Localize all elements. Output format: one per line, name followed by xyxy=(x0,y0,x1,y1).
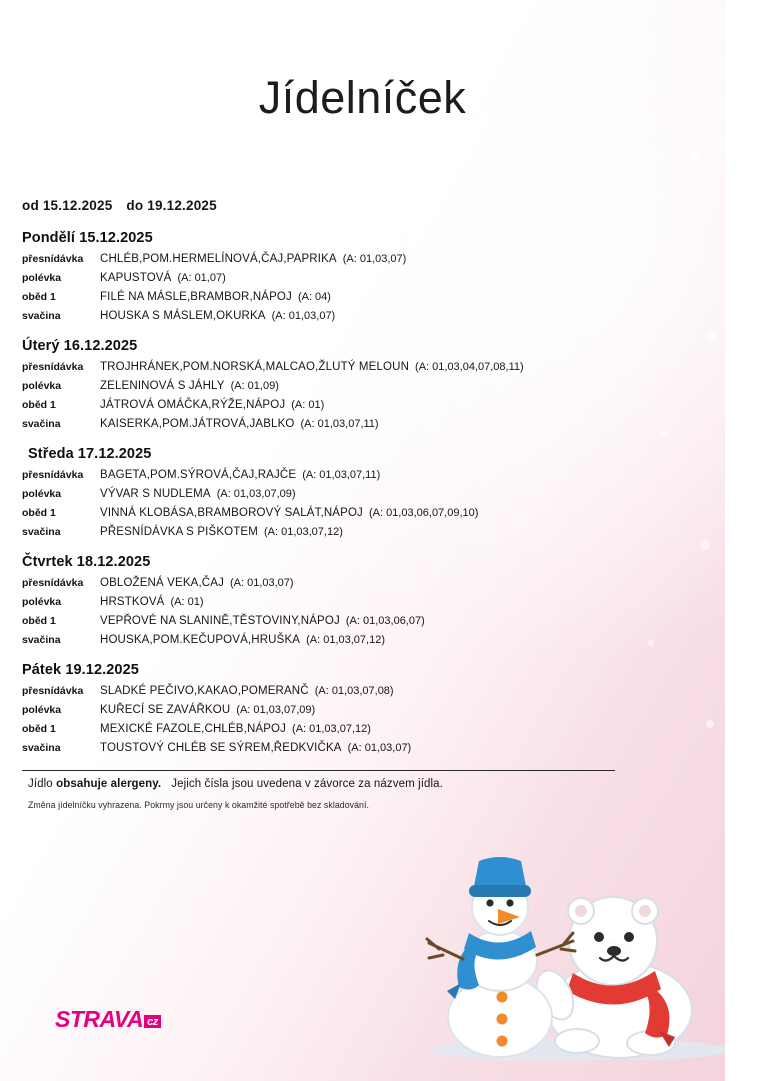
meal-description: KAPUSTOVÁ xyxy=(100,272,172,284)
meal-label: oběd 1 xyxy=(22,291,56,303)
menu-row xyxy=(22,270,682,287)
menu-row xyxy=(22,359,682,376)
meal-label: svačina xyxy=(22,742,61,754)
allergen-note-tail: Jejich čísla jsou uvedena v závorce za názvem jídla. xyxy=(171,778,443,790)
logo-suffix: cz xyxy=(144,1015,161,1028)
allergen-note-bold: obsahuje alergeny. xyxy=(56,778,162,790)
day-heading: Čtvrtek 18.12.2025 xyxy=(22,554,151,570)
meal-description: OBLOŽENÁ VEKA,ČAJ xyxy=(100,577,224,589)
meal-description: HRSTKOVÁ xyxy=(100,596,165,608)
allergen-codes: (A: 01,03,07) xyxy=(271,310,336,322)
allergen-codes: (A: 01,03,07,11) xyxy=(300,418,379,430)
menu-row xyxy=(22,289,682,306)
menu-row xyxy=(22,251,682,268)
allergen-codes: (A: 01,03,07,09) xyxy=(216,488,296,500)
meal-description: TOUSTOVÝ CHLÉB SE SÝREM,ŘEDKVIČKA xyxy=(100,742,342,754)
day-heading: Pátek 19.12.2025 xyxy=(22,662,139,678)
meal-label: přesnídávka xyxy=(22,361,84,373)
menu-row xyxy=(22,613,682,630)
meal-label: svačina xyxy=(22,310,61,322)
allergen-codes: (A: 01,03,07,09) xyxy=(236,704,316,716)
allergen-codes: (A: 01) xyxy=(170,596,204,608)
allergen-note-lead: Jídlo xyxy=(28,778,53,790)
date-range-from: od 15.12.2025 xyxy=(22,198,113,213)
meal-description: BAGETA,POM.SÝROVÁ,ČAJ,RAJČE xyxy=(100,469,297,481)
allergen-codes: (A: 01,03,07) xyxy=(342,253,407,265)
allergen-codes: (A: 01,03,07,12) xyxy=(292,723,371,735)
meal-description: HOUSKA,POM.KEČUPOVÁ,HRUŠKA xyxy=(100,634,301,646)
meal-description: KAISERKA,POM.JÁTROVÁ,JABLKO xyxy=(100,418,295,430)
menu-row xyxy=(22,378,682,395)
meal-description: VEPŘOVÉ NA SLANINĚ,TĚSTOVINY,NÁPOJ xyxy=(100,615,340,627)
bokeh-dot xyxy=(700,540,710,550)
bokeh-dot xyxy=(706,720,714,728)
menu-row xyxy=(22,467,682,484)
meal-label: oběd 1 xyxy=(22,723,56,735)
day-block xyxy=(22,446,682,541)
meal-label: oběd 1 xyxy=(22,399,56,411)
menu-row xyxy=(22,683,682,700)
meal-label: přesnídávka xyxy=(22,685,84,697)
allergen-codes: (A: 01,03,07,12) xyxy=(306,634,385,646)
bokeh-dot xyxy=(560,60,567,67)
meal-label: polévka xyxy=(22,704,62,716)
day-heading: Pondělí 15.12.2025 xyxy=(22,230,153,246)
day-block xyxy=(22,662,682,757)
date-range-to: do 19.12.2025 xyxy=(126,198,217,213)
meal-description: JÁTROVÁ OMÁČKA,RÝŽE,NÁPOJ xyxy=(100,399,286,411)
day-block xyxy=(22,338,682,433)
day-heading: Úterý 16.12.2025 xyxy=(22,338,138,354)
meal-label: svačina xyxy=(22,526,61,538)
menu-row xyxy=(22,524,682,541)
menu-row xyxy=(22,702,682,719)
meal-label: svačina xyxy=(22,418,61,430)
menu-row xyxy=(22,308,682,325)
allergen-codes: (A: 01,03,06,07,09,10) xyxy=(368,507,479,519)
menu-row xyxy=(22,486,682,503)
bokeh-dot xyxy=(705,330,717,342)
meal-label: přesnídávka xyxy=(22,253,84,265)
meal-label: oběd 1 xyxy=(22,507,56,519)
allergen-codes: (A: 01,03,07,08) xyxy=(314,685,394,697)
allergen-codes: (A: 01,03,07,12) xyxy=(263,526,343,538)
menu-row xyxy=(22,397,682,414)
menu-row xyxy=(22,416,682,433)
bokeh-dot xyxy=(690,150,699,159)
page-title: Jídelníček xyxy=(258,72,467,124)
menu-row xyxy=(22,721,682,738)
meal-description: HOUSKA S MÁSLEM,OKURKA xyxy=(100,310,266,322)
menu-row xyxy=(22,594,682,611)
meal-label: přesnídávka xyxy=(22,469,84,481)
meal-label: oběd 1 xyxy=(22,615,56,627)
meal-description: FILÉ NA MÁSLE,BRAMBOR,NÁPOJ xyxy=(100,291,292,303)
meal-label: polévka xyxy=(22,380,62,392)
meal-description: KUŘECÍ SE ZAVÁŘKOU xyxy=(100,704,231,716)
allergen-codes: (A: 01) xyxy=(291,399,325,411)
meal-description: VINNÁ KLOBÁSA,BRAMBOROVÝ SALÁT,NÁPOJ xyxy=(100,507,363,519)
allergen-codes: (A: 01,03,07,11) xyxy=(302,469,381,481)
allergen-codes: (A: 01,03,04,07,08,11) xyxy=(415,361,524,373)
snowman-polarbear-illustration xyxy=(405,845,735,1060)
logo-text: STRAVA xyxy=(55,1006,144,1032)
meal-description: MEXICKÉ FAZOLE,CHLÉB,NÁPOJ xyxy=(100,723,287,735)
day-block xyxy=(22,554,682,649)
allergen-codes: (A: 01,03,07) xyxy=(347,742,412,754)
meal-label: polévka xyxy=(22,488,62,500)
menu-row xyxy=(22,740,682,757)
day-heading: Středa 17.12.2025 xyxy=(28,446,152,462)
allergen-codes: (A: 04) xyxy=(297,291,331,303)
meal-label: polévka xyxy=(22,596,62,608)
allergen-codes: (A: 01,09) xyxy=(230,380,279,392)
menu-row xyxy=(22,632,682,649)
menu-row xyxy=(22,505,682,522)
disclaimer-note: Změna jídelníčku vyhrazena. Pokrmy jsou určeny k okamžité spotřebě bez skladování. xyxy=(28,800,369,810)
menu-row xyxy=(22,575,682,592)
meal-description: ZELENINOVÁ S JÁHLY xyxy=(100,380,225,392)
meal-description: SLADKÉ PEČIVO,KAKAO,POMERANČ xyxy=(100,685,309,697)
allergen-codes: (A: 01,07) xyxy=(177,272,226,284)
meal-description: PŘESNÍDÁVKA S PIŠKOTEM xyxy=(100,526,258,538)
day-block xyxy=(22,230,682,325)
allergen-codes: (A: 01,03,06,07) xyxy=(345,615,425,627)
menu-content xyxy=(22,198,682,810)
strava-logo[interactable] xyxy=(55,1006,161,1033)
footer-divider xyxy=(22,770,615,771)
meal-label: přesnídávka xyxy=(22,577,84,589)
allergen-codes: (A: 01,03,07) xyxy=(229,577,294,589)
meal-label: polévka xyxy=(22,272,62,284)
meal-description: CHLÉB,POM.HERMELÍNOVÁ,ČAJ,PAPRIKA xyxy=(100,253,337,265)
meal-description: TROJHRÁNEK,POM.NORSKÁ,MALCAO,ŽLUTÝ MELOUN xyxy=(100,361,410,373)
allergen-note xyxy=(22,778,682,790)
meal-label: svačina xyxy=(22,634,61,646)
meal-description: VÝVAR S NUDLEMA xyxy=(100,488,211,500)
date-range xyxy=(22,198,682,213)
